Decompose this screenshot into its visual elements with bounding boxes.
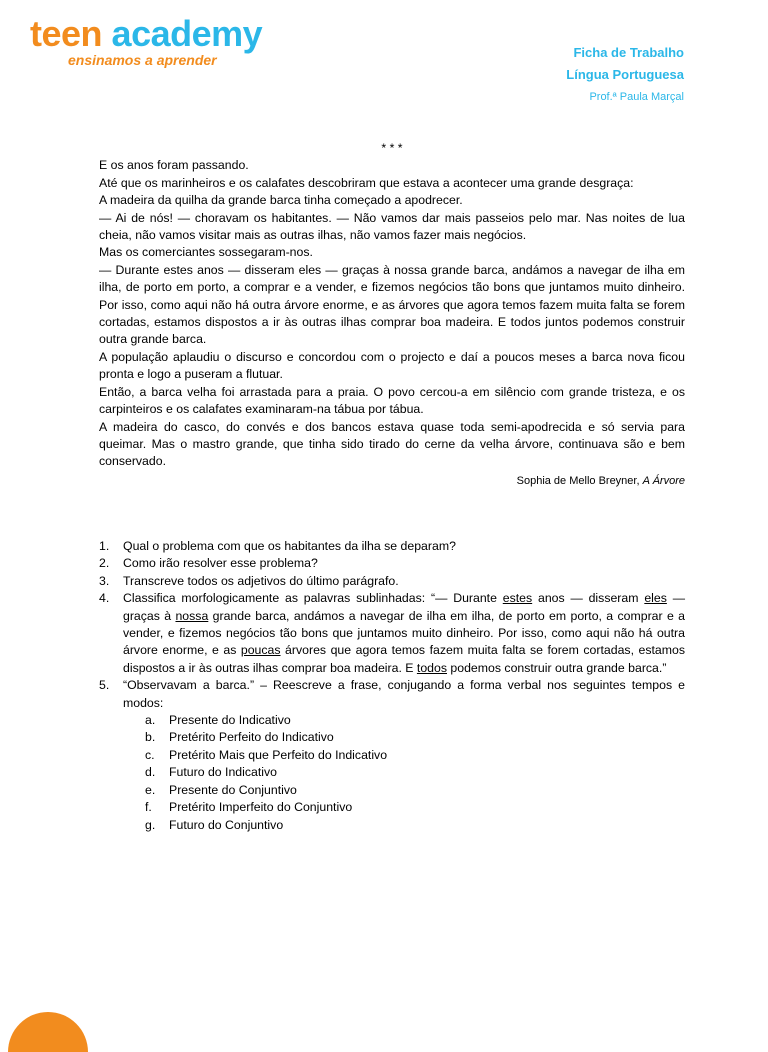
section-separator: * * * [381,141,403,155]
sub-item: a. Presente do Indicativo [145,713,291,728]
attribution: Sophia de Mello Breyner, A Árvore [516,474,685,487]
sub-item: b. Pretérito Perfeito do Indicativo [145,730,334,745]
paragraph: E os anos foram passando. [99,158,249,173]
paragraph: A população aplaudiu o discurso e concordou com o projecto e daí a poucos meses a barca nova ficou pronta e logo a puseram a flutuar. [99,349,685,382]
question-item: 3. Transcreve todos os adjetivos do último parágrafo. [99,573,399,588]
teen-academy-logo [30,13,263,74]
underlined-word: eles [644,591,667,606]
sub-item: c. Pretérito Mais que Perfeito do Indicativo [145,747,388,762]
underlined-word: estes [502,591,533,606]
sub-item: f. Pretérito Imperfeito do Conjuntivo [145,800,353,815]
paragraph: — Ai de nós! — choravam os habitantes. — Não vamos dar mais passeios pelo mar. Nas noites de lua cheia, não vamos visitar mais as outras ilhas, não vamos fazer mais negócios. [99,210,685,243]
sub-item: d. Futuro do Indicativo [145,765,278,780]
sub-item: g. Futuro do Conjuntivo [145,817,284,832]
decorative-corner-shape [8,1012,88,1052]
question-list [99,538,685,834]
underlined-word: poucas [240,643,281,658]
logo-wordmark: teen academy [30,13,263,54]
teacher-name: Prof.ª Paula Marçal [589,91,684,103]
question-item: 2. Como irão resolver esse problema? [99,556,318,571]
worksheet-title: Ficha de Trabalho [573,45,684,60]
paragraph: A madeira da quilha da grande barca tinha começado a apodrecer. [99,193,463,208]
story-text [99,140,685,490]
question-item: 5. “Observavam a barca.” – Reescreve a frase, conjugando a forma verbal nos seguintes tempos e modos: [99,678,685,710]
question-item: 1. Qual o problema com que os habitantes da ilha se deparam? [99,539,456,553]
paragraph: — Durante estes anos — disseram eles — graças à nossa grande barca, andámos a navegar de ilha em ilha, de porto em porto, a comprar e a vender, e fizemos negócios tão bons que juntamos muito dinheiro. Por isso, como aqui não há outra árvore enorme, e as árvores que agora temos fazem muita falta se forem cortadas, estamos dispostos a ir às outras ilhas comprar boa madeira. E todos juntos podemos construir outra grande barca. [99,262,685,347]
work-title: A Árvore [642,474,685,487]
paragraph: Até que os marinheiros e os calafates descobriram que estava a acontecer uma grande desgraça: [99,175,634,190]
logo-tagline: ensinamos a aprender [68,52,217,68]
question-item: 4. Classifica morfologicamente as palavras sublinhadas: “— Durante estes anos — disseram eles — graças à nossa grande barca, andámos a navegar de ilha em ilha, de porto em porto, a comprar e a vender, e fizemos negócios tão bons que juntamos muito dinheiro. Por isso, como aqui não há outra árvore enorme, e as poucas árvores que agora temos fazem muita falta se forem cortadas, estamos dispostos a ir às outras ilhas comprar boa madeira. E todos podemos construir outra grande barca.” [99,591,685,675]
paragraph: A madeira do casco, do convés e dos bancos estava quase toda semi-apodrecida e só servia para queimar. Mas o mastro grande, que tinha sido tirado do cerne da velha árvore, continuava são e bem conservado. [99,419,685,469]
subject-title: Língua Portuguesa [566,67,684,82]
sub-item: e. Presente do Conjuntivo [145,782,297,797]
paragraph: Mas os comerciantes sossegaram-nos. [99,245,313,260]
underlined-word: todos [416,660,447,675]
paragraph: Então, a barca velha foi arrastada para a praia. O povo cercou-a em silêncio com grande tristeza, e os carpinteiros e os calafates examinaram-na tábua por tábua. [99,384,685,417]
underlined-word: nossa [175,608,209,623]
document-header [566,42,684,108]
